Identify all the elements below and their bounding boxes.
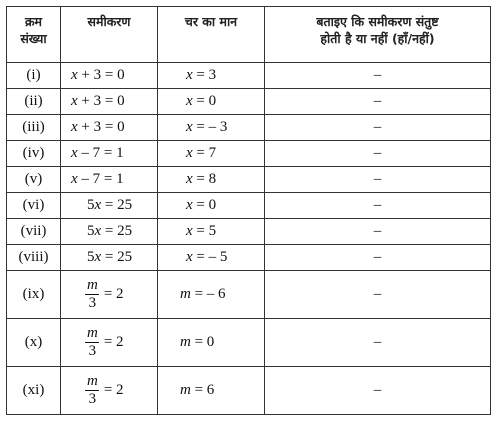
row-equation [61,193,158,219]
row-equation [61,63,158,89]
answer-dash: – [373,119,382,135]
table-row [7,219,491,245]
answer-dash: – [373,223,382,239]
row-variable-value [158,141,265,167]
header-satisfied [265,7,491,63]
equation-text: x + 3 = 0 [71,67,125,83]
equation-text: x – 7 = 1 [71,171,124,187]
row-number: (iv) [7,141,61,167]
answer-dash: – [373,334,382,350]
table-row [7,367,491,415]
fraction-rhs: = 2 [103,334,124,350]
table-row [7,63,491,89]
table-row [7,167,491,193]
value-text: m = – 6 [180,286,226,302]
row-number: (ix) [7,271,61,319]
table-row [7,141,491,167]
row-equation [61,219,158,245]
table-row [7,319,491,367]
table-row [7,271,491,319]
row-answer [265,63,491,89]
row-answer [265,141,491,167]
fraction [85,373,100,408]
row-number: (i) [7,63,61,89]
row-answer [265,219,491,245]
row-variable-value [158,271,265,319]
value-text: x = – 3 [186,119,228,135]
answer-dash: – [373,286,382,302]
row-equation [61,271,158,319]
row-answer [265,193,491,219]
header-equation: समीकरण [61,7,158,63]
fraction-equation [61,373,124,408]
row-answer [265,115,491,141]
row-equation [61,245,158,271]
row-number: (xi) [7,367,61,415]
answer-dash: – [373,249,382,265]
row-variable-value [158,367,265,415]
row-equation [61,167,158,193]
header-serial-number [7,7,61,63]
answer-dash: – [373,197,382,213]
fraction-equation [61,277,124,312]
equation-check-table [6,6,491,415]
fraction-numerator: m [87,373,98,389]
value-text: m = 6 [180,382,215,398]
header-row [7,7,491,63]
table-row [7,193,491,219]
fraction-numerator: m [87,325,98,341]
row-number: (v) [7,167,61,193]
value-text: x = 3 [186,67,217,83]
header-variable-value: चर का मान [158,7,265,63]
row-variable-value [158,63,265,89]
fraction-denominator: 3 [88,295,97,311]
value-text: x = 0 [186,93,217,109]
fraction [85,325,100,360]
table-row [7,245,491,271]
table-row [7,115,491,141]
row-answer [265,167,491,193]
row-equation [61,115,158,141]
row-answer [265,89,491,115]
row-variable-value [158,167,265,193]
row-number: (vii) [7,219,61,245]
fraction-numerator: m [87,277,98,293]
table-row [7,89,491,115]
row-variable-value [158,89,265,115]
fraction-rhs: = 2 [103,286,124,302]
value-text: x = 0 [186,197,217,213]
row-equation [61,89,158,115]
row-answer [265,367,491,415]
header-serial-line1: क्रम [24,14,43,29]
row-variable-value [158,115,265,141]
answer-dash: – [373,67,382,83]
value-text: x = 7 [186,145,217,161]
row-answer [265,319,491,367]
row-variable-value [158,219,265,245]
row-answer [265,245,491,271]
row-variable-value [158,319,265,367]
row-equation [61,319,158,367]
header-serial-line2: संख्या [20,31,47,46]
equation-text: x + 3 = 0 [71,93,125,109]
fraction-rhs: = 2 [103,382,124,398]
header-satisfied-line2: होती है या नहीं (हाँ/नहीं) [320,31,435,46]
row-number: (iii) [7,115,61,141]
fraction-equation [61,325,124,360]
row-answer [265,271,491,319]
value-text: x = – 5 [186,249,228,265]
equation-text: 5x = 25 [87,223,133,239]
answer-dash: – [373,145,382,161]
equation-text: x + 3 = 0 [71,119,125,135]
answer-dash: – [373,382,382,398]
value-text: x = 5 [186,223,217,239]
answer-dash: – [373,171,382,187]
row-number: (ii) [7,89,61,115]
answer-dash: – [373,93,382,109]
fraction-denominator: 3 [88,391,97,407]
row-variable-value [158,245,265,271]
value-text: m = 0 [180,334,215,350]
row-number: (viii) [7,245,61,271]
fraction [85,277,100,312]
value-text: x = 8 [186,171,217,187]
row-number: (x) [7,319,61,367]
row-equation [61,367,158,415]
row-equation [61,141,158,167]
equation-text: 5x = 25 [87,249,133,265]
equation-text: 5x = 25 [87,197,133,213]
fraction-denominator: 3 [88,343,97,359]
row-number: (vi) [7,193,61,219]
header-satisfied-line1: बताइए कि समीकरण संतुष्ट [316,14,439,29]
equation-text: x – 7 = 1 [71,145,124,161]
row-variable-value [158,193,265,219]
